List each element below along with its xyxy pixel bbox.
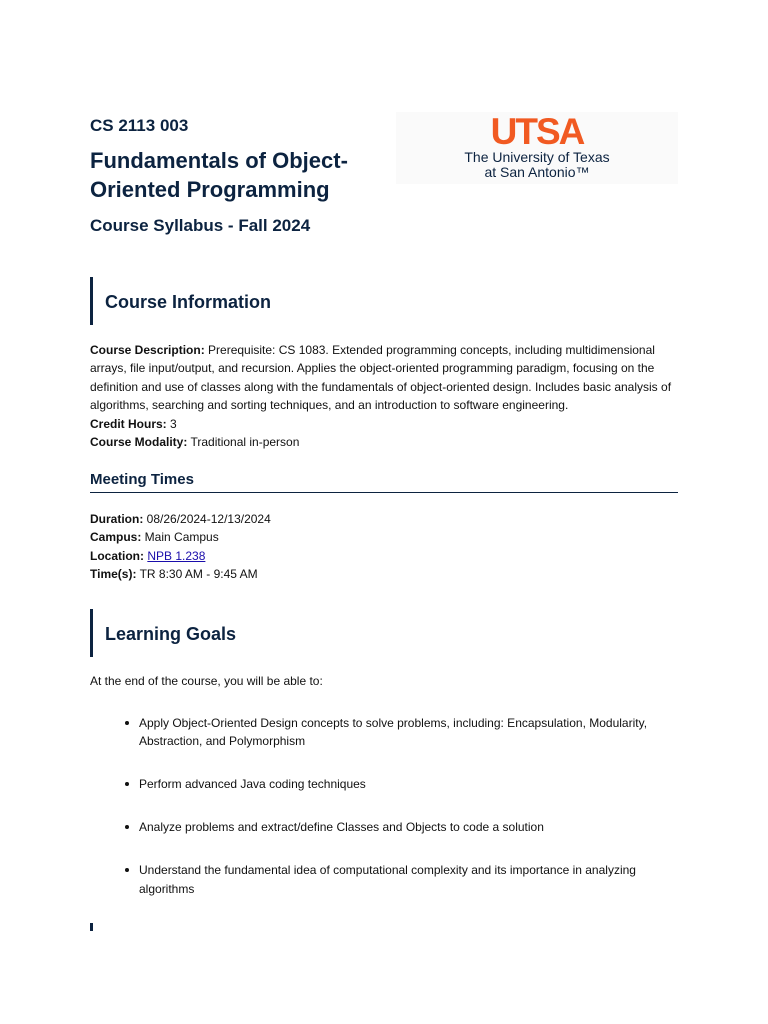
- course-modality: [90, 433, 678, 451]
- list-item: Analyze problems and extract/define Classes and Objects to code a solution: [90, 818, 678, 836]
- section-heading-course-information: [90, 277, 681, 325]
- duration-value: 08/26/2024-12/13/2024: [143, 512, 271, 526]
- duration-label: Duration:: [90, 512, 144, 526]
- credit-hours-value: 3: [166, 416, 177, 431]
- syllabus-header: [90, 115, 390, 237]
- list-item: Perform advanced Java coding techniques: [90, 775, 678, 793]
- times-label: Time(s):: [90, 567, 137, 582]
- location-label: Location:: [90, 548, 144, 563]
- logo-line-1: The University of Texas: [464, 149, 610, 165]
- course-information-body: [90, 341, 678, 451]
- next-section-bar: [90, 923, 93, 931]
- logo-mark: UTSA: [490, 111, 584, 152]
- meeting-times-heading-text: Meeting Times: [90, 471, 194, 488]
- credit-hours-label: Credit Hours:: [90, 416, 167, 431]
- list-item: Apply Object-Oriented Design concepts to solve problems, including: Encapsulation, Modularity, Abstraction, and Polymorphism: [90, 714, 678, 751]
- course-description-value: Prerequisite: CS 1083. Extended programming concepts, including multidimensional arrays, file input/output, and recursion. Applies the object-oriented programming paradigm, focusing on the definition and use of classes along with the fundamentals of object-oriented design. Includes basic analysis of algorithms, searching and sorting techniques, and an introduction to software engineering.: [90, 343, 672, 413]
- credit-hours: [90, 415, 678, 433]
- meeting-times-body: [90, 510, 678, 584]
- course-modality-value: Traditional in-person: [187, 435, 300, 450]
- location: [90, 547, 678, 565]
- course-code: CS 2113 003: [90, 116, 189, 135]
- times: [90, 565, 678, 583]
- campus-label: Campus:: [90, 530, 142, 545]
- section-heading-text: Course Information: [105, 292, 272, 312]
- duration: [90, 510, 678, 528]
- course-description-label: Course Description:: [90, 343, 205, 357]
- list-item: Understand the fundamental idea of computational complexity and its importance in analyzing algorithms: [90, 861, 678, 898]
- course-subtitle: Course Syllabus - Fall 2024: [90, 216, 311, 235]
- course-description: [90, 341, 678, 415]
- location-link[interactable]: NPB 1.238: [147, 548, 206, 563]
- campus-value: Main Campus: [141, 530, 219, 545]
- campus: [90, 528, 678, 546]
- times-value: TR 8:30 AM - 9:45 AM: [136, 567, 258, 582]
- learning-goals-intro: At the end of the course, you will be able to:: [90, 674, 323, 688]
- section-heading-text: Learning Goals: [105, 624, 237, 644]
- section-heading-learning-goals: [90, 609, 681, 657]
- course-modality-label: Course Modality:: [90, 435, 188, 450]
- utsa-logo: [396, 112, 678, 184]
- course-title: Fundamentals of Object-Oriented Programming: [90, 148, 348, 202]
- meeting-times-heading: [90, 470, 678, 493]
- learning-goals-list: [90, 714, 678, 898]
- logo-line-2: at San Antonio™: [484, 164, 590, 180]
